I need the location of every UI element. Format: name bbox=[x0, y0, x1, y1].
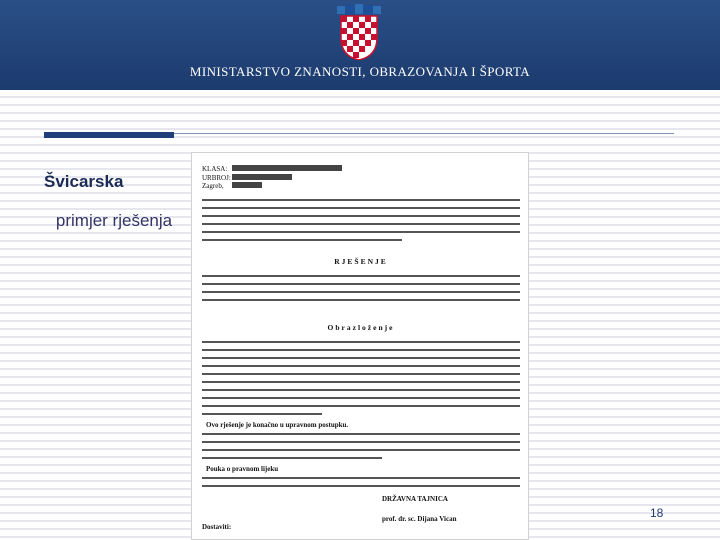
header-banner bbox=[0, 0, 720, 90]
heading-obrazlozenje: Obrazloženje bbox=[327, 323, 395, 332]
signature-name: prof. dr. sc. Dijana Vican bbox=[382, 515, 457, 523]
fee-text-lines bbox=[202, 433, 520, 465]
legal-remedy-heading: Pouka o pravnom lijeku bbox=[206, 465, 279, 473]
meta-label-klasa: KLASA: bbox=[202, 165, 228, 173]
document-scan bbox=[191, 152, 529, 540]
decision-text-lines bbox=[202, 275, 520, 307]
slide-title: Švicarska bbox=[44, 172, 124, 191]
slide-subtitle: primjer rješenja bbox=[55, 211, 173, 230]
ministry-title: MINISTARSTVO ZNANOSTI, OBRAZOVANJA I ŠPORTA bbox=[189, 64, 531, 79]
title-divider-bar bbox=[44, 132, 174, 138]
page-number: 18 bbox=[650, 506, 664, 520]
croatian-coat-of-arms-icon bbox=[331, 4, 387, 60]
meta-label-urbroj: URBROJ: bbox=[202, 173, 231, 182]
dostaviti-label: Dostaviti: bbox=[202, 523, 232, 531]
intro-text-lines bbox=[202, 199, 520, 247]
document-meta bbox=[202, 165, 342, 191]
remedy-text-lines bbox=[202, 477, 520, 493]
signature-title: DRŽAVNA TAJNICA bbox=[382, 495, 448, 503]
meta-label-zagreb: Zagreb, bbox=[202, 182, 224, 190]
heading-rjesenje: RJEŠENJE bbox=[334, 257, 388, 266]
reasoning-text-lines bbox=[202, 341, 520, 421]
final-decision-note: Ovo rješenje je konačno u upravnom postupku. bbox=[206, 421, 349, 429]
